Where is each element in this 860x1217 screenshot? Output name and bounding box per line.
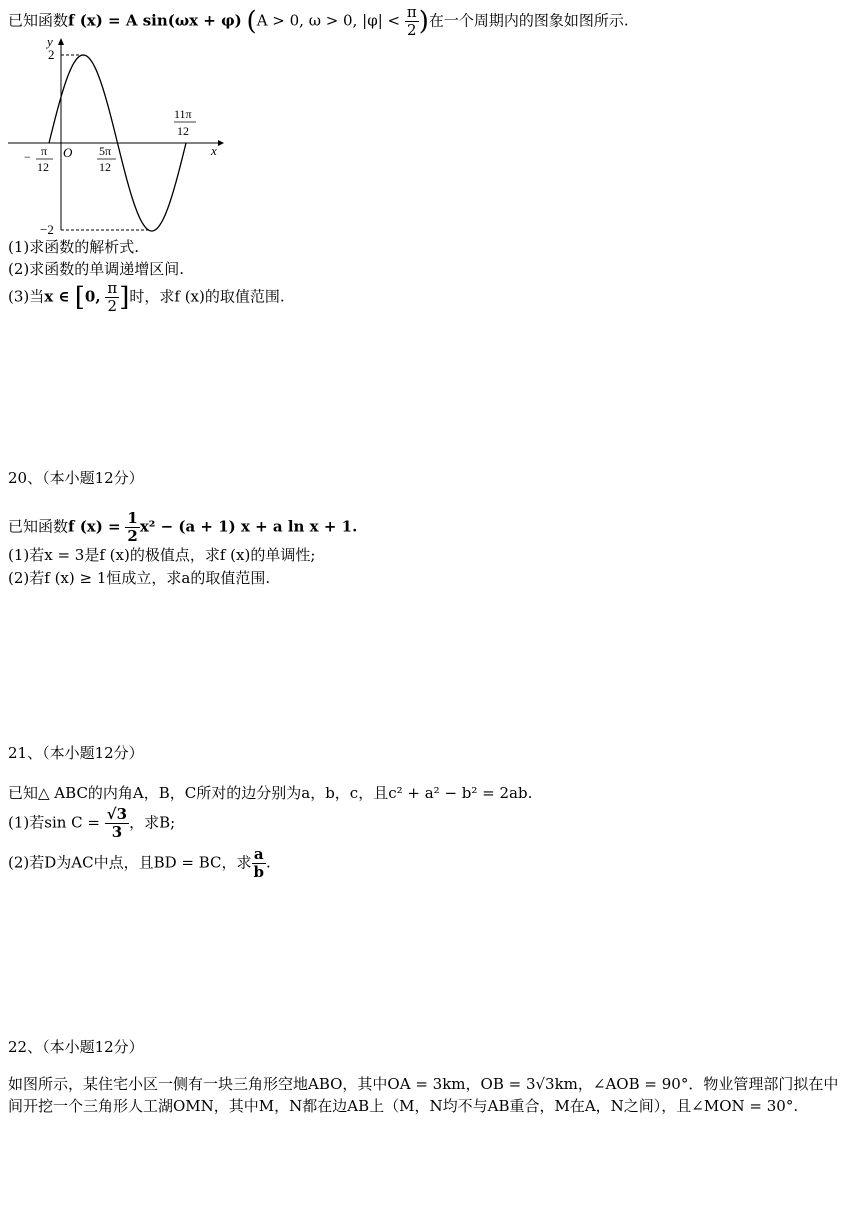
one-half: $\frac{1}{2}$	[127, 509, 138, 545]
q19-intro-suffix: 在一个周期内的图象如图所示.	[428, 11, 629, 30]
x-axis-arrow	[218, 140, 224, 146]
q20-intro: 已知函数f (x) = $\frac{1}{2}$ x² − (a + 1) x + a ln x + 1.	[8, 509, 358, 545]
q19-intro-prefix: 已知函数	[8, 11, 69, 30]
y-max-label: 2	[48, 47, 55, 62]
q19-func: f (x) = A sin(ωx + φ)	[68, 11, 242, 30]
q19-intro	[8, 4, 629, 39]
tick-right-den: 12	[177, 124, 189, 138]
tick-left-den: 12	[37, 160, 49, 174]
origin-label: O	[63, 145, 73, 160]
y-min-label: −2	[40, 222, 54, 236]
q20-part1: (1)若x = 3是f (x)的极值点，求f (x)的单调性;	[8, 546, 316, 564]
q20-part2: (2)若f (x) ≥ 1恒成立，求a的取值范围.	[8, 569, 271, 587]
paren-right: )	[418, 6, 429, 37]
a-over-b: $\frac{a}{b}$	[253, 845, 265, 881]
tick-left-num: π	[41, 144, 48, 158]
q19-part3: (3)当x ∈ [0, $\frac{\pi}{2}$ ]时，求f (x)的取值范围.	[8, 279, 285, 315]
pi-over-2: $\frac{\pi}{2}$	[406, 3, 417, 39]
q21-intro: 已知△ ABC的内角A，B，C所对的边分别为a，b，c，且c² + a² − b² = 2ab.	[8, 784, 533, 802]
q22-header: 22、（本小题12分）	[8, 1038, 144, 1056]
y-axis-label: y	[47, 36, 53, 49]
sine-graph	[0, 36, 240, 236]
tick-right-num: 11π	[174, 107, 192, 121]
tick-mid-den: 12	[99, 160, 111, 174]
q19-part2: (2)求函数的单调递增区间.	[8, 260, 185, 278]
sqrt3-over-3: $\frac{√3}{3}$	[106, 805, 128, 841]
tick-left-sign: −	[24, 150, 31, 164]
q20-header: 20、（本小题12分）	[8, 469, 144, 487]
pi-over-2-interval: $\frac{\pi}{2}$	[107, 279, 118, 315]
x-axis-label: x	[211, 143, 217, 158]
q21-part1: (1)若sin C = $\frac{√3}{3}$ ，求B;	[8, 805, 176, 841]
q19-condition: A > 0, ω > 0, |φ| <	[256, 11, 401, 30]
q21-header: 21、（本小题12分）	[8, 744, 144, 762]
paren-left: (	[246, 6, 257, 37]
q19-part1: (1)求函数的解析式.	[8, 238, 140, 256]
y-axis-arrow	[58, 38, 64, 45]
tick-mid-num: 5π	[99, 144, 112, 158]
q21-part2: (2)若D为AC中点，且BD = BC，求 $\frac{a}{b}$ .	[8, 845, 271, 881]
q22-text: 如图所示，某住宅小区一侧有一块三角形空地ABO，其中OA = 3km，OB = 3√3km，∠AOB = 90°．物业管理部门拟在中间开挖一个三角形人工湖OMN，其中M，N都在边AB上（M，N均不与AB重合，M在A，N之间），且∠MON = 30°.	[8, 1075, 839, 1115]
